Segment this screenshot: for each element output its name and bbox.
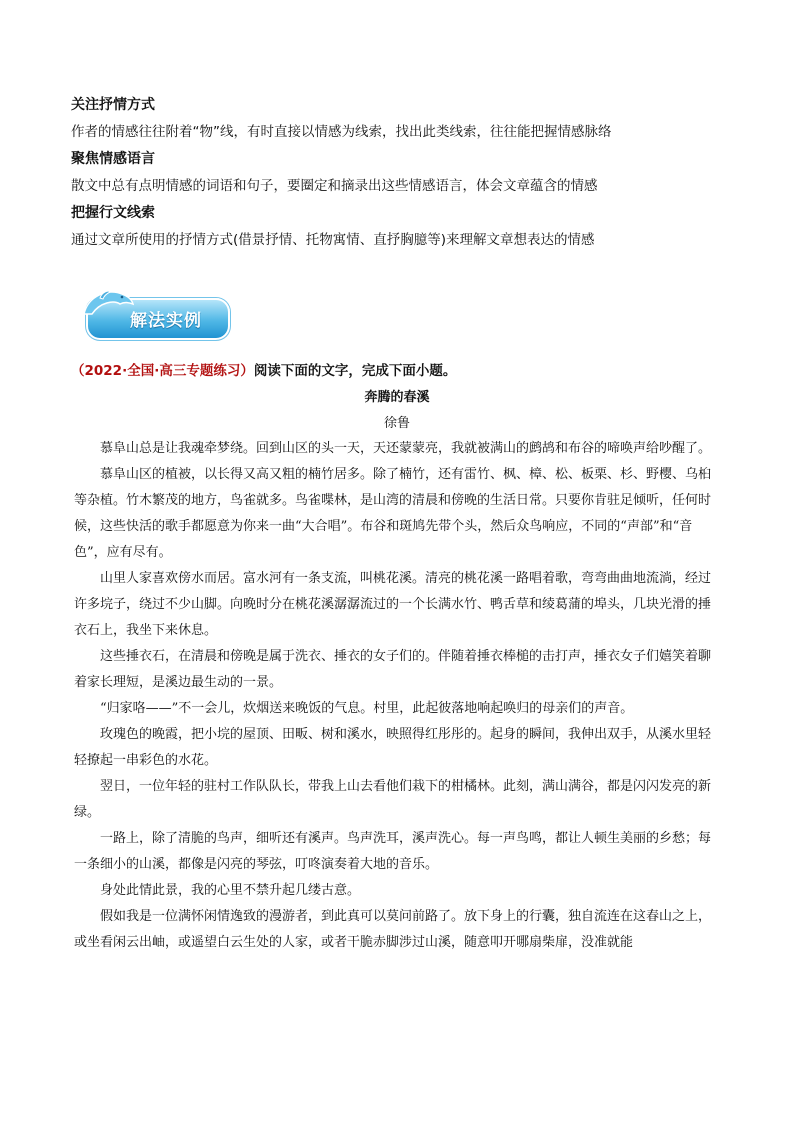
- essay-paragraph-6: 玫瑰色的晚霞，把小垸的屋顶、田畈、树和溪水，映照得红彤彤的。起身的瞬间，我伸出双手，从溪水里轻轻撩起一串彩色的水花。: [74, 727, 712, 768]
- source-instruction: 阅读下面的文字，完成下面小题。: [253, 363, 457, 379]
- essay-paragraph-7: 翌日，一位年轻的驻村工作队队长，带我上山去看他们栽下的柑橘林。此刻，满山满谷，都是闪闪发亮的新绿。: [74, 779, 712, 820]
- source-tag: （2022·全国·高三专题练习）: [71, 363, 254, 379]
- tip-heading-3: 把握行文线索: [71, 205, 155, 221]
- tip-text-1: 作者的情感往往附着“物”线，有时直接以情感为线索，找出此类线索，往往能把握情感脉络: [71, 124, 612, 140]
- essay-paragraph-4: 这些捶衣石，在清晨和傍晚是属于洗衣、捶衣的女子们的。伴随着捶衣棒槌的击打声，捶衣女子们嬉笑着聊着家长理短，是溪边最生动的一景。: [74, 649, 712, 690]
- essay-paragraph-2: 慕阜山区的植被，以长得又高又粗的楠竹居多。除了楠竹，还有雷竹、枫、樟、松、板栗、杉、野樱、乌桕等杂植。竹木繁茂的地方，鸟雀就多。鸟雀喋林，是山湾的清晨和傍晚的生活日常。只要你肯驻足倾听，任何时候，这些快活的歌手都愿意为你来一曲“大合唱”。布谷和斑鸠先带个头，然后众鸟响应，不同的“声部”和“音色”，应有尽有。: [74, 467, 712, 560]
- badge-label: 解法实例: [130, 311, 202, 331]
- essay-author: 徐鲁: [383, 416, 410, 431]
- essay-paragraph-9: 身处此情此景，我的心里不禁升起几缕古意。: [100, 883, 361, 898]
- essay-paragraph-1: 慕阜山总是让我魂牵梦绕。回到山区的头一天，天还蒙蒙亮，我就被满山的鹧鸪和布谷的啼唤声给吵醒了。: [100, 441, 712, 456]
- section-badge: [78, 286, 234, 346]
- essay-paragraph-10: 假如我是一位满怀闲情逸致的漫游者，到此真可以莫问前路了。放下身上的行囊，独自流连在这春山之上，或坐看闲云出岫，或遥望白云生处的人家，或者干脆赤脚涉过山溪，随意叩开哪扇柴扉，没准就能: [74, 909, 712, 950]
- essay-paragraph-3: 山里人家喜欢傍水而居。富水河有一条支流，叫桃花溪。清亮的桃花溪一路唱着歌，弯弯曲曲地流淌，经过许多垸子，绕过不少山脚。向晚时分在桃花溪潺潺流过的一个长满水竹、鸭舌草和绫葛蒲的埠头，几块光滑的捶衣石上，我坐下来休息。: [74, 571, 712, 638]
- essay-paragraph-8: 一路上，除了清脆的鸟声，细听还有溪声。鸟声洗耳，溪声洗心。每一声鸟鸣，都让人顿生美丽的乡愁；每一条细小的山溪，都像是闪亮的琴弦，叮咚演奏着大地的音乐。: [74, 831, 712, 872]
- tip-heading-2: 聚焦情感语言: [71, 151, 155, 167]
- tip-text-2: 散文中总有点明情感的词语和句子，要圈定和摘录出这些情感语言，体会文章蕴含的情感: [71, 178, 598, 194]
- question-source: [71, 359, 456, 379]
- tip-text-3: 通过文章所使用的抒情方式(借景抒情、托物寓情、直抒胸臆等)来理解文章想表达的情感: [71, 232, 595, 248]
- essay-title: 奔腾的春溪: [364, 390, 430, 405]
- essay-body: [74, 436, 722, 956]
- essay-paragraph-5: “归家咯——”不一会儿，炊烟送来晚饭的气息。村里，此起彼落地响起唤归的母亲们的声音。: [100, 701, 634, 716]
- tip-heading-1: 关注抒情方式: [71, 97, 155, 113]
